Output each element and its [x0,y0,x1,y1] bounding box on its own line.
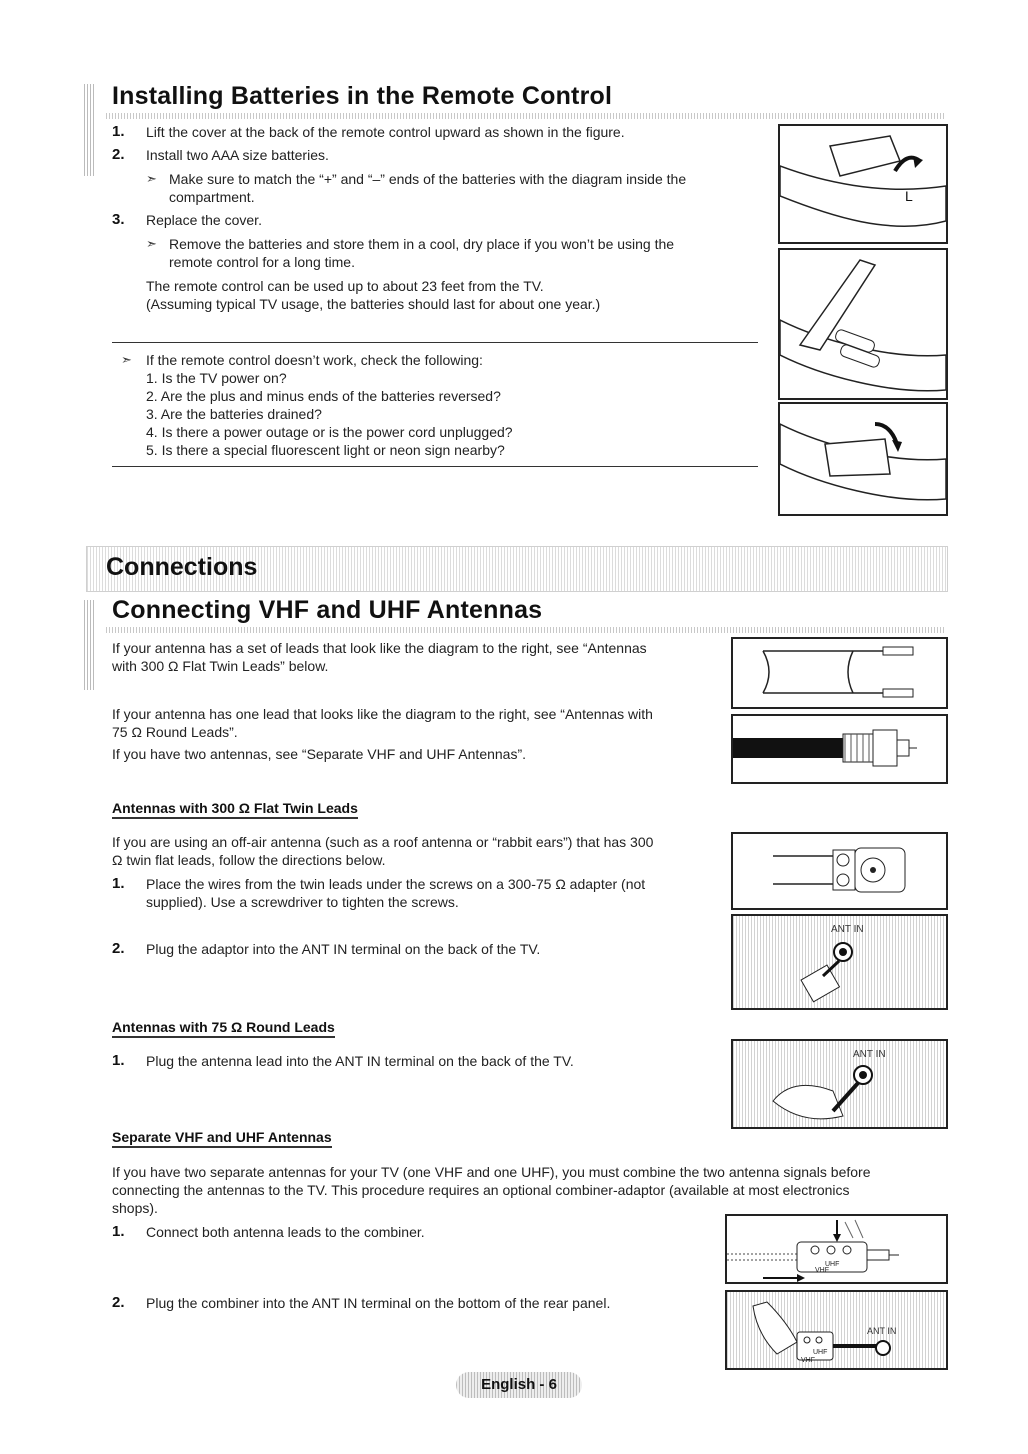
page-number: English - 6 [456,1372,582,1398]
step-number: 1. [112,875,125,892]
divider [112,342,758,343]
check-item: 4. Is there a power outage or is the power cord unplugged? [146,424,513,440]
note-text: compartment. [169,189,255,205]
step-text: Install two AAA size batteries. [146,147,329,163]
step-number: 1. [112,1223,125,1240]
svg-text:L: L [905,188,913,204]
subsection-heading: Antennas with 300 Ω Flat Twin Leads [112,800,358,819]
troubleshoot-intro: If the remote control doesn’t work, check the following: [146,352,483,368]
step-text: supplied). Use a screwdriver to tighten the screws. [146,894,459,910]
intro-text: 75 Ω Round Leads”. [112,724,238,740]
title-underline [106,627,946,633]
round-lead-ant-in-figure [731,1039,948,1129]
step-text: Connect both antenna leads to the combiner. [146,1224,425,1240]
step-text: Plug the antenna lead into the ANT IN terminal on the back of the TV. [146,1053,574,1069]
ant-in-label: ANT IN [831,924,864,935]
battery-section-title: Installing Batteries in the Remote Control [112,82,613,110]
section-marker [84,600,94,690]
svg-text:UHF: UHF [813,1349,828,1356]
body-text: connecting the antennas to the TV. This procedure requires an optional combiner-adaptor (available at most electronics [112,1182,850,1198]
body-text: If you have two separate antennas for your TV (one VHF and one UHF), you must combine the two antenna signals before [112,1164,871,1180]
subsection-heading: Separate VHF and UHF Antennas [112,1129,332,1148]
remote-close-cover-figure [778,402,948,516]
svg-text:UHF: UHF [825,1261,840,1268]
title-underline [106,113,946,119]
svg-text:ANT IN: ANT IN [867,1326,897,1336]
step-number: 2. [112,146,125,163]
step-number: 1. [112,123,125,140]
remote-open-cover-figure [778,124,948,244]
section-marker [84,84,94,176]
check-item: 1. Is the TV power on? [146,370,287,386]
adapter-figure [731,832,948,910]
connections-title: Connections [106,553,258,581]
battery-life-text: (Assuming typical TV usage, the batteries should last for about one year.) [146,296,601,312]
body-text: Ω twin flat leads, follow the directions below. [112,852,386,868]
intro-text: If you have two antennas, see “Separate VHF and UHF Antennas”. [112,746,527,762]
note-text: remote control for a long time. [169,254,355,270]
intro-text: with 300 Ω Flat Twin Leads” below. [112,658,329,674]
note-arrow-icon: ➣ [146,236,157,251]
note-arrow-icon: ➣ [146,171,157,186]
antenna-section-title: Connecting VHF and UHF Antennas [112,596,543,624]
step-number: 2. [112,1294,125,1311]
svg-text:VHF: VHF [815,1267,829,1274]
svg-text:VHF: VHF [801,1357,815,1364]
range-text: The remote control can be used up to about 23 feet from the TV. [146,278,544,294]
step-number: 1. [112,1052,125,1069]
check-item: 2. Are the plus and minus ends of the batteries reversed? [146,388,501,404]
step-text: Lift the cover at the back of the remote control upward as shown in the figure. [146,124,625,140]
svg-text:ANT IN: ANT IN [853,1049,886,1060]
combiner-ant-in-figure [725,1290,948,1370]
remote-batteries-figure [778,248,948,400]
note-text: Make sure to match the “+” and “–” ends of the batteries with the diagram inside the [169,171,687,187]
intro-text: If your antenna has a set of leads that look like the diagram to the right, see “Antennas [112,640,647,656]
step-text: Place the wires from the twin leads under the screws on a 300-75 Ω adapter (not [146,876,646,892]
subsection-heading: Antennas with 75 Ω Round Leads [112,1019,335,1038]
note-arrow-icon: ➣ [121,352,132,367]
step-number: 3. [112,211,125,228]
step-text: Plug the combiner into the ANT IN terminal on the bottom of the rear panel. [146,1295,611,1311]
step-text: Plug the adaptor into the ANT IN terminal on the back of the TV. [146,941,541,957]
note-text: Remove the batteries and store them in a cool, dry place if you won’t be using the [169,236,675,252]
check-item: 3. Are the batteries drained? [146,406,322,422]
flat-twin-lead-figure [731,637,948,709]
step-number: 2. [112,940,125,957]
divider [112,466,758,467]
body-text: shops). [112,1200,158,1216]
combiner-figure [725,1214,948,1284]
intro-text: If your antenna has one lead that looks like the diagram to the right, see “Antennas with [112,706,653,722]
step-text: Replace the cover. [146,212,262,228]
body-text: If you are using an off-air antenna (such as a roof antenna or “rabbit ears”) that has 300 [112,834,654,850]
round-lead-figure [731,714,948,784]
adapter-ant-in-figure [731,914,948,1010]
check-item: 5. Is there a special fluorescent light or neon sign nearby? [146,442,505,458]
